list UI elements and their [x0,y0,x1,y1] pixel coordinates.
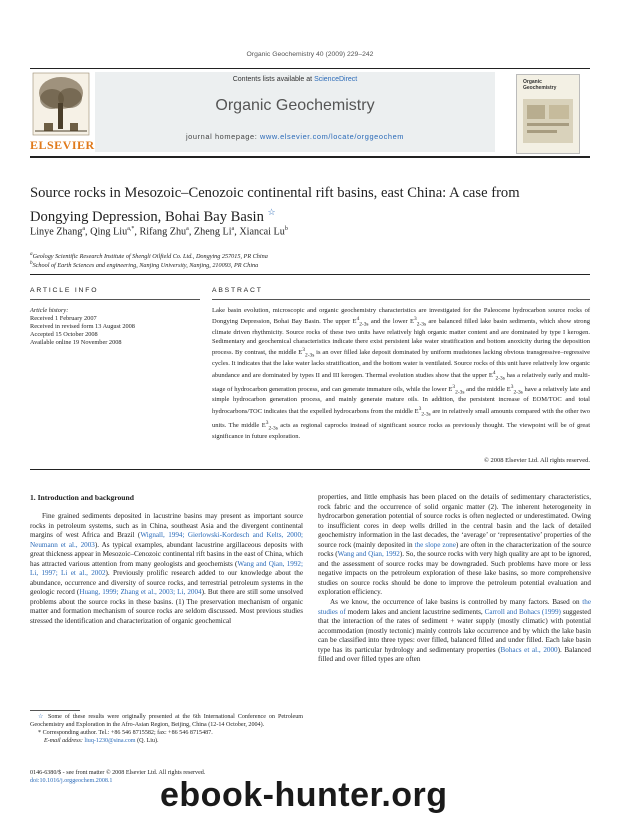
author-name: Zheng Li [193,226,232,238]
article-history [30,307,200,347]
journal-homepage [95,132,495,141]
history-received: Received 1 February 2007 [30,315,97,323]
affiliation-sup: b [30,260,33,266]
author-sup: b [284,226,288,232]
contents-line [95,76,495,83]
top-rule [30,68,590,69]
intro-paragraph-2: As we know, the occurrence of lake basins is controlled by many factors. Based on the studies of modern lakes and ancient lacustrine sediments, Carroll and Bohacs (1999) suggested that the interaction of the rates of sediment + water supply (mostly climatic) with potential accommodation (mostly tectonic) mainly controls lake occurrence and by which the lake basin can be classified into three types: over filled, balanced filled and under filled. Each lake basin type has its particular hydrology and sedimentary properties (Bohacs et al., 2000). Balanced filled and over filled types are often [318,598,591,664]
author-sup: a [186,226,189,232]
affiliation-sup: a [30,251,33,257]
history-revised: Received in revised form 13 August 2008 [30,323,135,331]
author-list: Linye Zhang$^a$, Qing Liu$^{a,*}$, Rifang Zhu$^a$, Zheng Li$^a$, Xiancai Lu$^b$ [30,226,288,238]
abstract-rule [212,299,590,300]
history-online: Available online 19 November 2008 [30,339,122,347]
abstract-heading: ABSTRACT [212,287,263,294]
intro-left-column [30,512,303,627]
history-label: Article history: [30,307,69,314]
title-footnote-mark[interactable]: ☆ [267,207,276,217]
article-title [30,184,590,227]
section-heading-introduction: 1. Introduction and background [30,493,134,502]
affiliation-text: School of Earth Sciences and engineering, Nanjing University, Nanjing, 210093, PR China [32,262,259,270]
homepage-link[interactable]: www.elsevier.com/locate/orggeochem [260,132,405,141]
journal-title[interactable]: Organic Geochemistry [215,97,375,114]
author-name: Qing Liu [90,226,128,238]
journal-reference: Organic Geochemistry 40 (2009) 229–242 [246,51,374,58]
cover-title: Organic Geochemistry [523,79,557,91]
article-info-rule [30,299,200,300]
email-link[interactable]: liuq-1230@sina.com [84,737,136,744]
contents-prefix: Contents lists available at [232,76,315,83]
article-info-heading: ARTICLE INFO [30,287,99,294]
footnote-star: ☆ Some of these results were originally presented at the 6th International Conference on Petroleum Geochemistry and Exploration in the Afro-Asian Region, Beijing, China (12-14 October, 2004). [30,714,304,728]
issn-line: 0146-6380/$ - see front matter © 2008 Elsevier Ltd. All rights reserved. [30,770,206,776]
homepage-prefix: journal homepage: [185,132,261,141]
affiliation-b [30,259,590,270]
intro-right-column [318,493,591,665]
doi-link[interactable]: doi:10.1016/j.orggeochem.2008.1 [30,777,113,784]
watermark-text: ebook-hunter.org [160,776,448,814]
author-name: Linye Zhang [30,226,83,238]
abstract-bottom-rule [30,469,590,470]
footnote-corresponding: * Corresponding author. Tel.: +86 546 8715582; fax: +86 546 8715487. [38,729,213,736]
author-name: Rifang Zhu [139,226,187,238]
footnotes [30,714,303,746]
footnote-email: E-mail address: liuq-1230@sina.com (Q. Liu). [44,737,159,744]
title-line-2: Dongying Depression, Bohai Bay Basin [30,208,264,225]
title-line-1: Source rocks in Mesozoic–Cenozoic continental rift basins, east China: A case from [30,185,520,201]
abstract-copyright: © 2008 Elsevier Ltd. All rights reserved. [483,457,590,464]
elsevier-wordmark: ELSEVIER [30,138,95,152]
footnote-rule [30,710,80,711]
author-sup: a,* [127,226,135,232]
sciencedirect-link[interactable]: ScienceDirect [314,76,358,83]
affiliation-text: Geology Scientific Research Institute of Shengli Oilfield Co. Ltd., Dongying 257015, PR China [32,253,268,261]
intro-paragraph-1: Fine grained sediments deposited in lacustrine basins may present as important source rocks in petroleum systems, such as in China, southeast Asia and the divergent continental margins of west Africa and Brazil (Wignall, 1994; Gierlowski-Kordesch and Kelts, 2000; Neumann et al., 2003). As typical examples, abundant lacustrine argillaceous deposits with great thickness appear in Mesozoic–Cenozoic continental rift basins in the east of China, which has attracted various attention from many geologists and geochemists (Wang and Qian, 1992; Li, 1997; Li et al., 2002). Previously prolific research added to our knowledge about the abundance, occurrence and diversity of source rocks, and terrestrial petroleum systems in the geologic record (Huang, 1999; Zhang et al., 2003; Li, 2004). But there are still some unsolved problems about the source rocks in these basins. (1) The preservation mechanism of organic matter and formation mechanism of source rocks are seldom discussed. Most previous studies stressed the identification and characterization of organic geochemical [30,512,304,626]
history-accepted: Accepted 15 October 2008 [30,331,98,339]
intro-paragraph-1-continued: properties, and little emphasis has been placed on the details of sedimentary characteristics, rock fabric and the occurrence of solid organic matter (2). The inherent heterogeneity in hydrocarbon generation potential of source rocks is often neglected or underestimated. Owing to insufficient cores in deep wells drilled in the central basin and the lack of detailed geochemistry information in the last decades, the ‘average’ or ‘representative’ properties of the source rock (mainly deposited in the slope zone) are often in the characterization of the source rocks (Wang and Qian, 1992). So, the source rocks with very high quality are apt to be ignored, and the assessment of source rocks may be downgraded. Such problems have more or less negative impacts on the petroleum exploration of these lake basins, so more comprehensive studies on source rocks should be done to improve the petroleum potential evaluation and exploration efficiency. [318,493,592,597]
author-name: Xiancai Lu [239,226,285,238]
abstract-text: Lake basin evolution, microscopic and organic geochemistry characteristics are investigated for the Paleocene hydrocarbon source rocks of Dongying Depression, Bohai Bay Basin. The upper $E^4_{2-3s}$ and the lower $E^3_{2-3s}$ are balanced filled lake basin sediments, which show strong climate driven rhythmicity. Source rocks of these two units have relatively high organic matter content and are dominated by type I kerogen. Sedimentary and geochemical characteristics indicate there exist persistent lake water stratification and bottom anoxicity during the deposition process. By contrast, the middle $E^3_{2-3s}$ is an over filled lake deposit dominated by uniform mudstones lacking obvious transgressive–regressive cycles. It indicates that the lake water lacks stratification, and the bottom water is ventilated. Source rocks of this unit have relatively low organic abundance and are dominated by types II and III kerogen. Thermal evolution studies show that the upper $E^4_{2-3s}$ has a relatively early and multi-stage of hydrocarbon generation process, and can generate immature oils, while the lower $E^3_{2-3s}$ and the middle $E^3_{2-3s}$ have a relatively late and simple hydrocarbon generation process, and mainly generate mature oils. In addition, the persistent increase of EOM/TOC and total hydrocarbons/TOC indicates that the expelled hydrocarbons from the middle $E^3_{2-3s}$ are in relatively small amounts compared with the other two units. The middle $E^3_{2-3s}$ acts as regional caprocks instead of significant source rocks as previously thought. The viewpoint will be of great significance in future exploration. [212,307,591,440]
affiliation-rule [30,274,590,275]
author-sup: a [82,226,86,232]
author-sup: a [231,226,235,232]
header-bottom-rule [30,156,590,158]
